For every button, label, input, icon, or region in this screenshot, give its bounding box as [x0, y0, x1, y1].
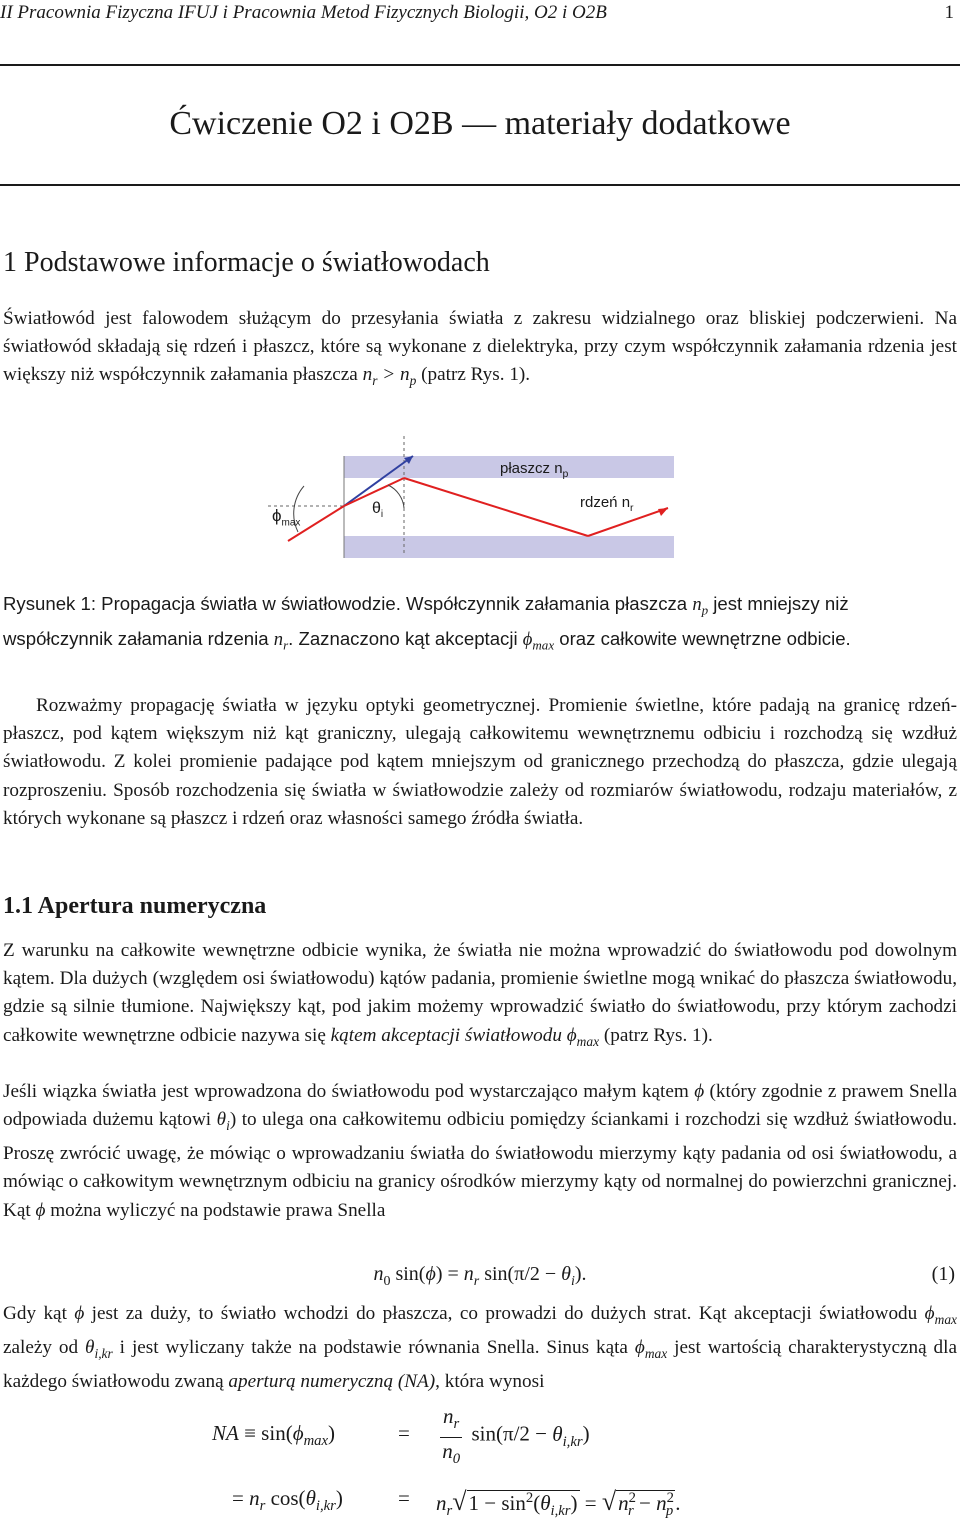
inline-math: ϕ	[35, 1199, 46, 1221]
section-heading: 1 Podstawowe informacje o światłowodach	[3, 247, 490, 278]
inline-math: ϕ	[694, 1081, 705, 1102]
cladding-bottom	[344, 536, 674, 558]
paragraph: Rozważmy propagację światła w języku optyki geometrycznej. Promienie świetlne, które padają na granicę rdzeń-płaszcz, pod kątem większym niż kąt graniczny, ulegają całkowitemu wewnętrznemu odbiciu i rozchodzą się wzdłuż światłowodu. Z kolei promienie padające pod kątem mniejszym od granicznego przechodzą do płaszcza, gdzie ulegają rozproszeniu. Sposób rozchodzenia się światła w światłowodzie zależy od rozmiarów światłowodu, rodzaju materiałów, z których wykonane są płaszcz i rdzeń oraz własności samego źródła światła.	[3, 695, 957, 829]
paragraph-text: można wyliczyć na podstawie prawa Snella	[45, 1199, 386, 1221]
paragraph	[3, 1078, 957, 1225]
inline-math: $n_p$	[692, 594, 709, 618]
inline-math: $\theta_i$	[216, 1109, 230, 1134]
equation-number: (1)	[931, 1263, 955, 1285]
inline-math: $\theta_{i,kr}$	[85, 1337, 113, 1361]
paragraph-text: jest wartością charakterystyczną dla każdego światłowodu zwaną	[3, 1337, 957, 1393]
inline-math: $\phi_{max}$	[634, 1337, 668, 1361]
inline-math: $\phi_{max}$	[522, 629, 555, 653]
equals-sign: =	[398, 1421, 410, 1445]
paragraph	[3, 937, 957, 1056]
page-title: Ćwiczenie O2 i O2B — materiały dodatkowe	[169, 105, 791, 142]
figure-caption	[3, 590, 957, 660]
inline-math: $n_r$	[273, 629, 289, 653]
core-text: rdzeń	[580, 494, 618, 511]
cladding-text: płaszcz	[500, 460, 551, 477]
caption-text: Rysunek 1: Propagacja światła w światłowodzie. Współczynnik załamania płaszcza	[3, 593, 693, 614]
phi-sub: max	[281, 517, 301, 529]
caption-text: jest mniejszy niż współczynnik załamania rdzenia	[3, 593, 849, 650]
inline-math: ϕ	[74, 1303, 85, 1324]
subsection-heading: 1.1 Apertura numeryczna	[3, 893, 267, 919]
running-header	[0, 0, 960, 26]
paragraph-text: , która wynosi	[435, 1371, 545, 1393]
emphasis: kątem akceptacji światłowodu	[330, 1024, 562, 1046]
phi-label	[272, 506, 300, 528]
na-equation-line1: NA ≡ $\sin(\phi_{max})$	[212, 1421, 336, 1450]
caption-text: . Zaznaczono kąt akceptacji	[288, 628, 523, 650]
theta-label	[372, 500, 383, 520]
nr-text: n	[621, 494, 631, 511]
inline-math: $\phi_{max}$	[566, 1024, 600, 1049]
paragraph-text: (który zgodnie z prawem Snella odpowiada dużemu kątowi	[3, 1081, 957, 1131]
nr-sub: r	[630, 502, 634, 514]
core-label	[580, 494, 634, 514]
cladding-label	[500, 460, 568, 480]
paragraph-text: Gdy kąt	[3, 1303, 75, 1324]
paragraph	[3, 305, 957, 395]
theta-text: θ	[372, 500, 381, 517]
paragraph-text: jest za duży, to światło wchodzi do płaszcza, co prowadzi do dużych strat. Kąt akceptacji światłowodu	[84, 1303, 925, 1324]
running-title: II Pracownia Fizyczna IFUJ i Pracownia Metod Fizycznych Biologii, O2 i O2B	[0, 2, 607, 23]
paragraph-text: i jest wyliczany także na podstawie równania Snella. Sinus kąta	[112, 1337, 635, 1359]
paragraph-text: (patrz Rys. 1).	[599, 1024, 713, 1046]
inline-math: $\phi_{max}$	[924, 1303, 957, 1327]
fraction: $\frac{n_r}{n_0}$	[440, 1403, 462, 1472]
title-rule-top	[0, 64, 960, 66]
paragraph-text: Jeśli wiązka światła jest wprowadzona do światłowodu pod wystarczająco małym kątem	[3, 1081, 695, 1102]
na-rhs-line1: $\frac{n_r}{n_0}$ $\sin(\pi/2 - \theta_{i,kr})$	[436, 1403, 590, 1472]
title-rule-bottom	[0, 184, 960, 186]
paragraph-text: ) to ulega ona całkowitemu odbiciu pomiędzy ściankami i rozchodzi się wzdłuż światłowodu. Proszę zwrócić uwagę, że mówiąc o wprowadzaniu światła do światłowodu mierzymy kąty padania od osi światłowodu, a mówiąc o całkowitym wewnętrznym odbiciu na granicy ośrodków mierzymy kąty od normalnej do powierzchni granicznej. Kąt	[3, 1109, 957, 1221]
paragraph-text: Z warunku na całkowite wewnętrzne odbicie wynika, że światła nie można wprowadzić do światłowodu pod dowolnym kątem. Dla dużych (względem osi światłowodu) kątów padania, promienie świetlne mogą wnikać do płaszcza światłowodu, gdzie są silnie tłumione. Największy kąt, pod jakim możemy wprowadzić światło do światłowodu, przy którym zachodzi całkowite wewnętrzne odbicie nazywa się	[3, 940, 957, 1046]
theta-sub: i	[380, 509, 384, 521]
emphasis: aperturą numeryczną (NA)	[228, 1371, 436, 1393]
equals-sign: =	[398, 1486, 410, 1510]
paragraph-text: zależy od	[3, 1337, 86, 1359]
equation-1: $n_0$ $\sin(\phi) = n_r$ $\sin(\pi/2 - \theta_i)$.	[373, 1263, 587, 1289]
paragraph-text: (patrz Rys. 1).	[421, 364, 531, 386]
caption-text: oraz całkowite wewnętrzne odbicie.	[554, 628, 851, 650]
page-number: 1	[944, 2, 954, 23]
np-text: n	[554, 460, 563, 477]
np-sub: p	[562, 468, 569, 480]
paragraph	[3, 1300, 957, 1396]
na-equation-line2: = $n_r$ $\cos(\theta_{i,kr})$	[232, 1486, 343, 1515]
figure-1	[268, 436, 678, 571]
na-rhs-line2: $n_r√1 - \sin^2(\theta_{i,kr}) = √n^2_r - n^2_p$.	[436, 1487, 681, 1520]
phi-text: ϕ	[272, 506, 282, 525]
paragraph-text: Światłowód jest falowodem służącym do przesyłania światła z zakresu widzialnego oraz bliskiej podczerwieni. Na światłowód składają się rdzeń i płaszcz, które są wykonane z dielektryka, przy czym współczynnik załamania rdzenia jest większy niż współczynnik załamania płaszcza	[3, 308, 957, 386]
inline-math: $n_r > n_p$	[362, 364, 417, 389]
